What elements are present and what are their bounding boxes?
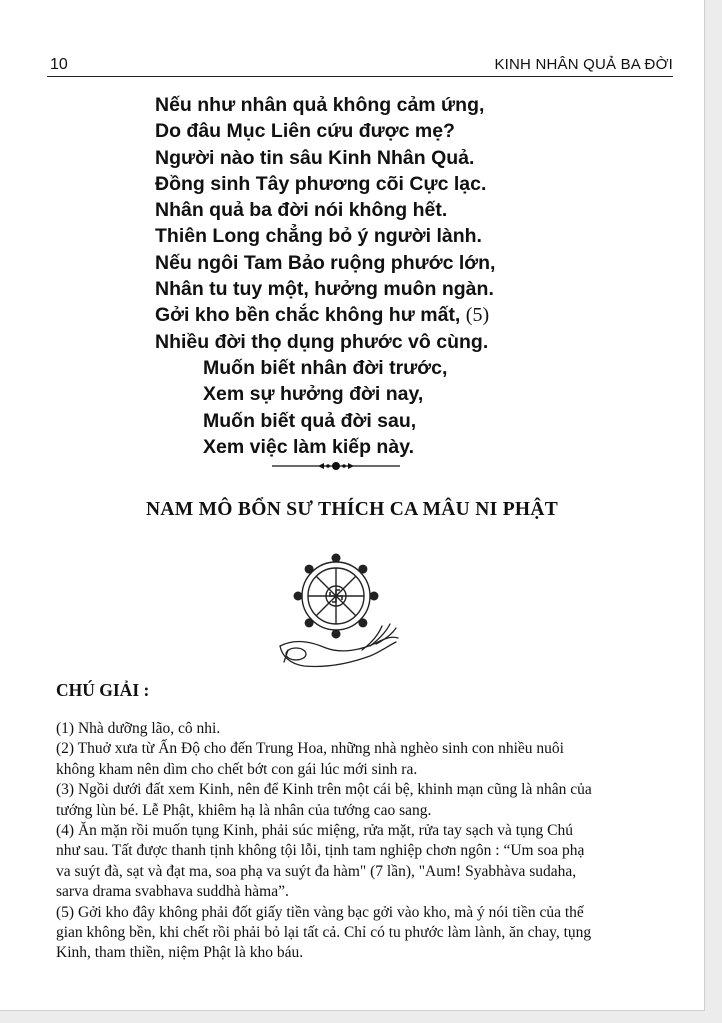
verse-indented-line: Muốn biết quả đời sau, xyxy=(203,409,417,432)
verse-indented-line: Xem sự hưởng đời nay, xyxy=(203,383,424,406)
verse-line: Nếu như nhân quả không cảm ứng, xyxy=(155,94,485,116)
notes-block xyxy=(56,719,676,964)
ornament-divider xyxy=(270,458,402,474)
dharma-wheel-in-hand-icon xyxy=(266,546,406,674)
note-line: gian không bền, khi chết rồi phải bỏ lại tất cả. Chỉ có tu phước làm lành, ăn chay, tụng xyxy=(56,924,592,942)
verse-line: Nhân quả ba đời nói không hết. xyxy=(155,199,448,222)
verse-line: Nhân tu tuy một, hưởng muôn ngàn. xyxy=(155,278,494,301)
verse-indented-line: Muốn biết nhân đời trước, xyxy=(203,356,448,379)
note-line: không kham nên dìm cho chết bớt con gái lúc mới sinh ra. xyxy=(56,760,418,778)
note-line: như sau. Tất được thanh tịnh không tội lỗi, tịnh tam nghiệp chơn ngôn : “Um soa phạ xyxy=(56,842,585,860)
note-line: (3) Ngồi dưới đất xem Kinh, nên để Kinh trên một cái bệ, khinh mạn cũng là nhân của xyxy=(56,781,592,799)
note-line: sarva drama svabhava suddhà hàma”. xyxy=(56,883,289,901)
notes-heading: CHÚ GIẢI : xyxy=(56,680,150,700)
running-title: KINH NHÂN QUẢ BA ĐỜI xyxy=(494,56,673,73)
note-line: (4) Ăn mặn rồi muốn tụng Kinh, phải súc miệng, rửa mặt, rửa tay sạch và tụng Chú xyxy=(56,822,574,840)
verse-line: Người nào tin sâu Kinh Nhân Quả. xyxy=(155,146,475,169)
note-line: (5) Gởi kho đây không phải đốt giấy tiền vàng bạc gởi vào kho, mà ý nói tiền của thế xyxy=(56,903,584,921)
verse-indented-line: Xem việc làm kiếp này. xyxy=(203,435,415,458)
verse-line: Thiên Long chẳng bỏ ý người lành. xyxy=(155,225,482,248)
verse-block xyxy=(155,92,495,460)
note-line: (2) Thuở xưa từ Ấn Độ cho đến Trung Hoa, những nhà nghèo sinh con nhiều nuôi xyxy=(56,740,564,758)
verse-line: Nếu ngôi Tam Bảo ruộng phước lớn, xyxy=(155,251,496,274)
verse-line: Do đâu Mục Liên cứu được mẹ? xyxy=(155,120,455,143)
verse-line: Nhiều đời thọ dụng phước vô cùng. xyxy=(155,330,489,353)
page-number: 10 xyxy=(50,56,68,73)
note-reference: (5) xyxy=(465,304,490,327)
note-line: va suýt đà, sạt và đạt ma, soa phạ va suýt đa hàm" (7 lần), "Aum! Syabhàva sudaha, xyxy=(56,862,577,880)
verse-line xyxy=(155,302,495,328)
page-header xyxy=(47,52,673,76)
note-line: tướng lùn bé. Lễ Phật, khiêm hạ là nhân của tướng cao sang. xyxy=(56,801,432,819)
verse-line: Đồng sinh Tây phương cõi Cực lạc. xyxy=(155,172,487,195)
note-line: (1) Nhà dưỡng lão, cô nhi. xyxy=(56,720,221,737)
invocation-heading: NAM MÔ BỔN SƯ THÍCH CA MÂU NI PHẬT xyxy=(145,499,559,520)
header-rule xyxy=(47,76,673,77)
note-line: Kinh, tham thiền, niệm Phật là kho báu. xyxy=(56,944,304,962)
verse-line-text: Gởi kho bền chắc không hư mất, xyxy=(155,304,461,327)
